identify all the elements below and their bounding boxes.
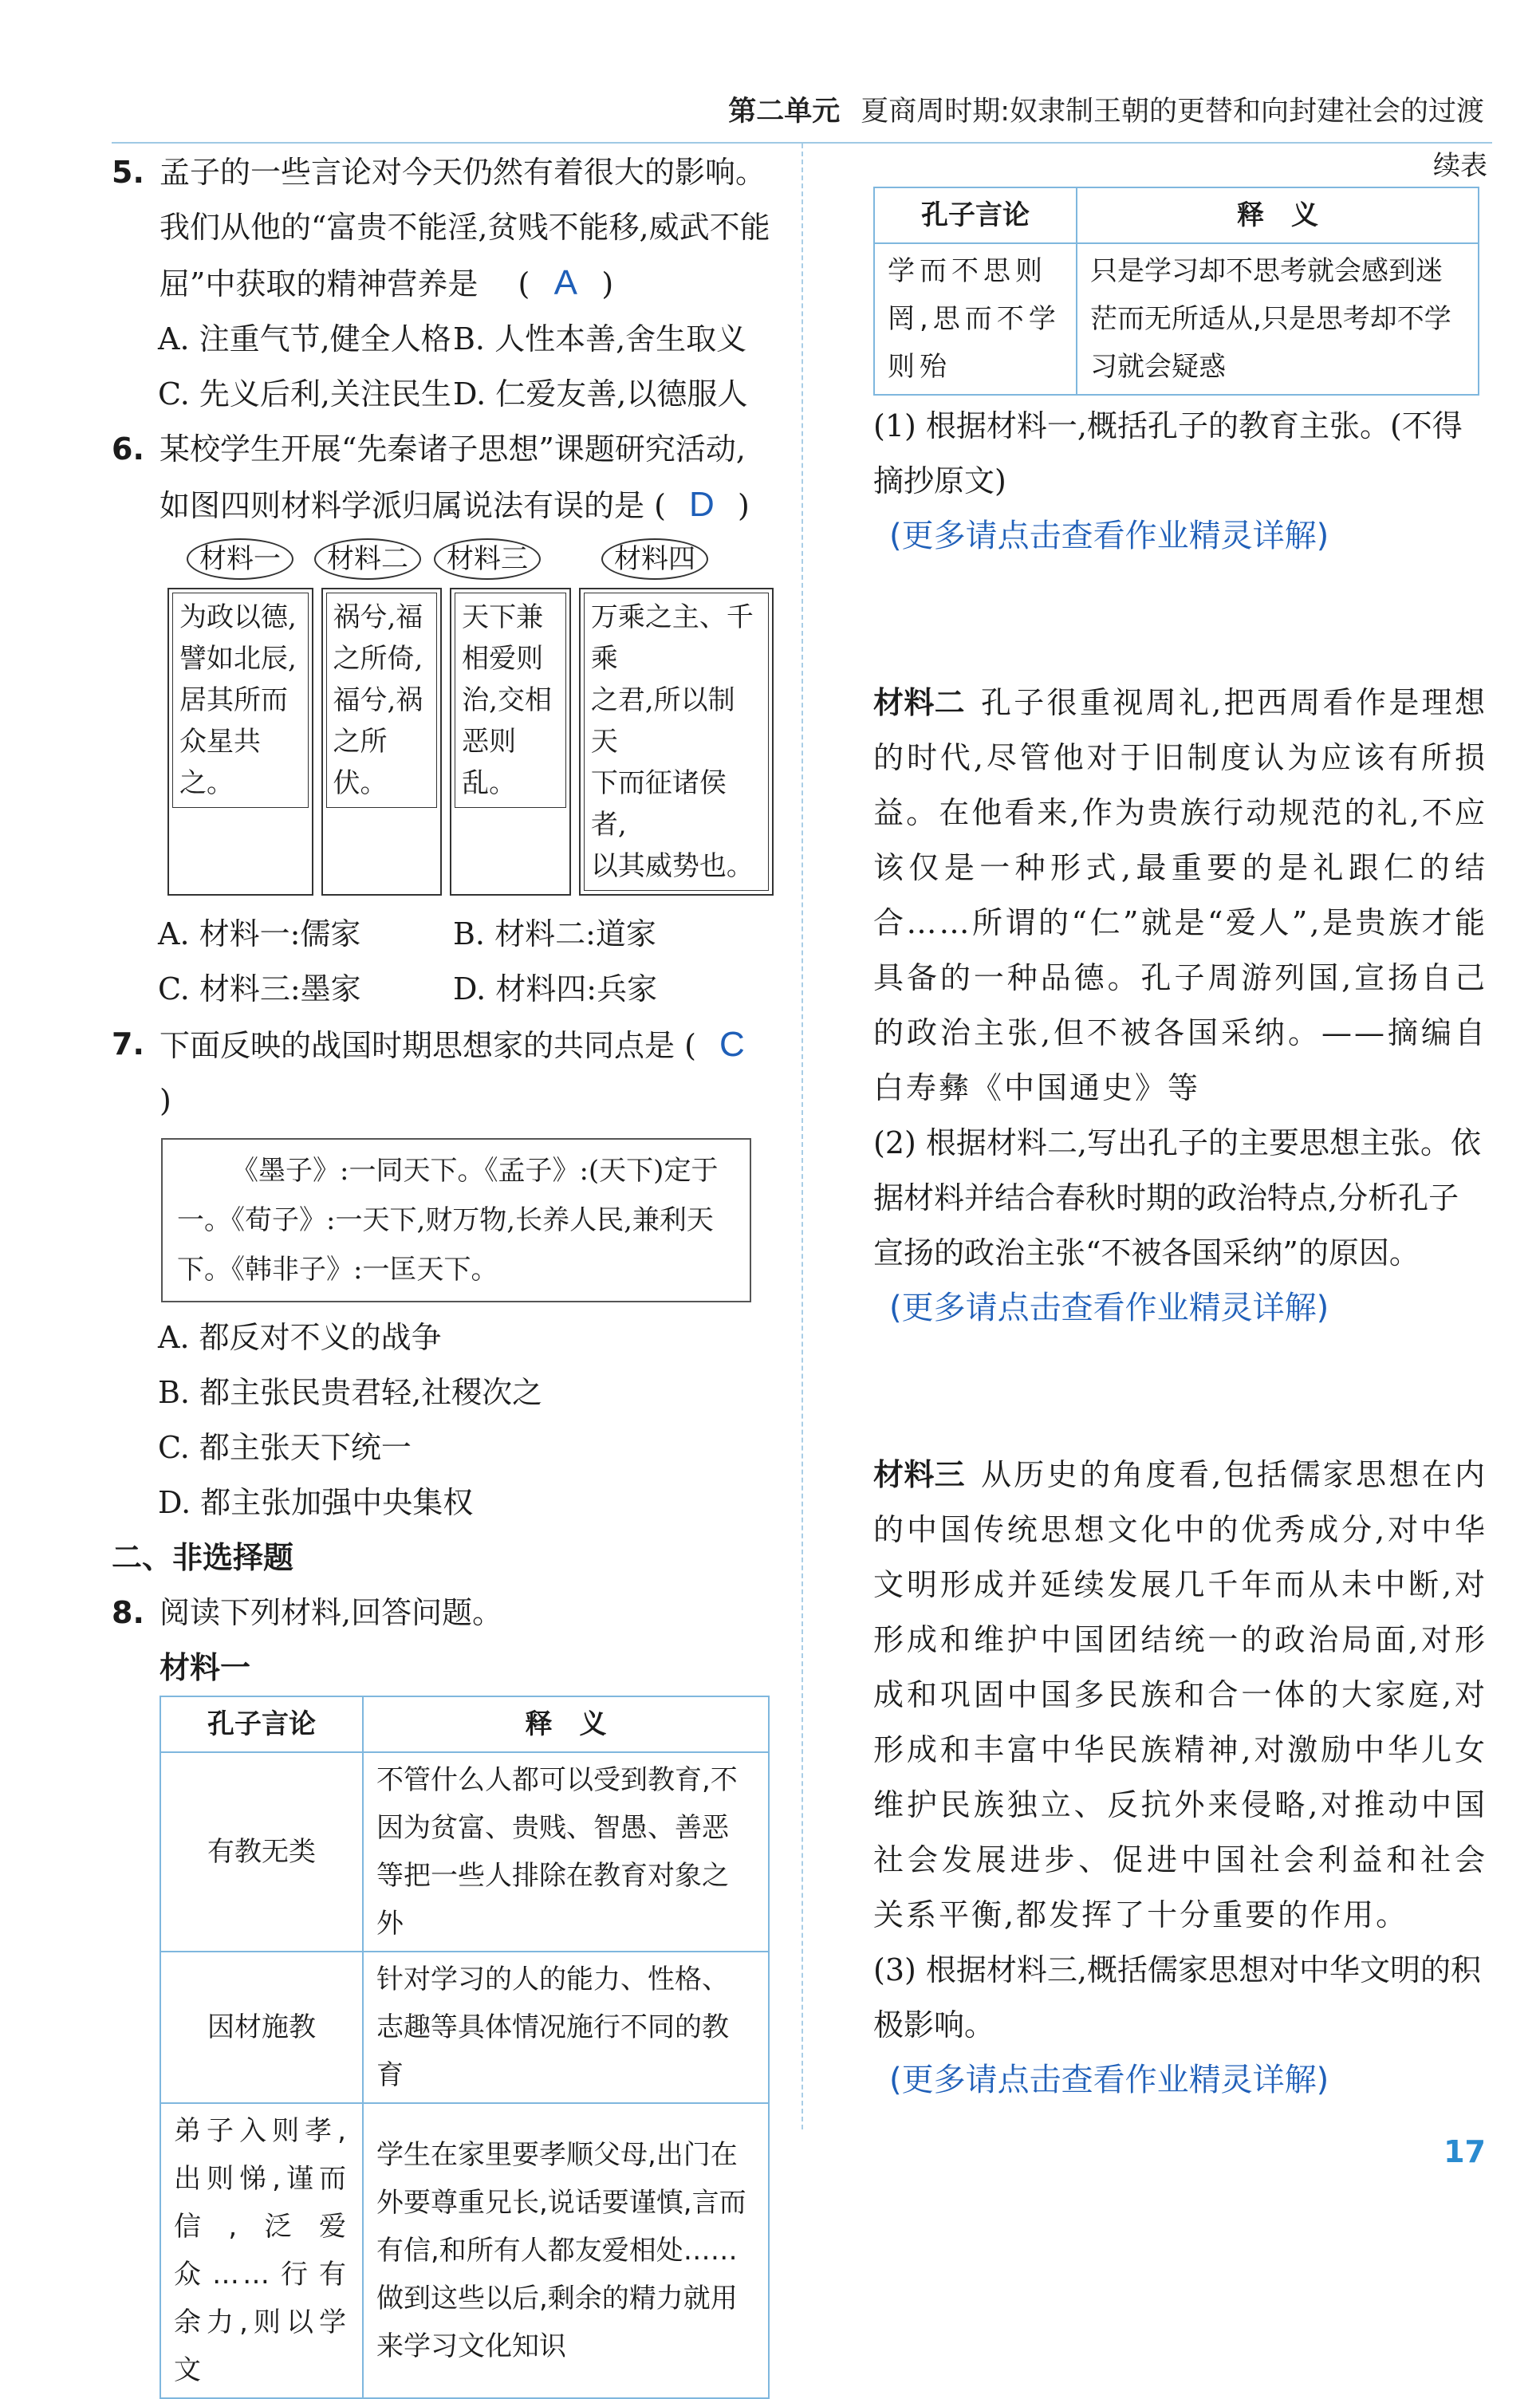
detail-link[interactable]: (更多请点击查看作业精灵详解) [889, 2062, 1329, 2098]
column-header: 释 义 [363, 1696, 769, 1752]
option-b: B. 人性本善,舍生取义 [453, 321, 747, 357]
option-a: A. 材料一:儒家 [158, 916, 361, 951]
section-heading: 二、非选择题 [112, 1540, 294, 1575]
table-row [874, 243, 1479, 395]
option-c: C. 材料三:墨家 [158, 971, 361, 1006]
table-cell: 有教无类 [160, 1752, 363, 1952]
column-header: 释 义 [1077, 187, 1479, 243]
continued-label: 续表 [1433, 150, 1487, 182]
option-c: C. 都主张天下统一 [158, 1430, 412, 1465]
question-stem: 下面反映的战国时期思想家的共同点是 [160, 1028, 675, 1063]
column-header: 孔子言论 [160, 1696, 363, 1752]
page-header [728, 89, 1484, 129]
material-text: 从历史的角度看,包括儒家思想在内的中国传统思想文化中的优秀成分,对中华文明形成并延续发展几千年而从未中断,对形成和维护中国团结统一的政治局面,对形成和巩固中国多民族和合一体的大家庭,对形成和丰富中华民族精神,对激励中华儿女维护民族独立、反抗外来侵略,对推动中国社会发展进步、促进中国社会利益和社会关系平衡,都发挥了十分重要的作用。 [873, 1457, 1487, 1932]
option-a: A. 都反对不义的战争 [158, 1320, 442, 1355]
table-row [160, 1952, 769, 2103]
unit-label: 第二单元 [728, 96, 841, 128]
table-row [160, 2103, 769, 2398]
answer-mark: A [553, 263, 578, 302]
question-7: 7. 下面反映的战国时期思想家的共同点是 ( C) [112, 1017, 774, 1129]
table-cell: 不管什么人都可以受到教育,不因为贫富、贵贱、智愚、善恶等把一些人排除在教育对象之外 [363, 1752, 769, 1952]
material-box: 祸兮,福 之所倚, 福兮,祸 之所伏。 [321, 588, 443, 896]
option-a: A. 注重气节,健全人格 [158, 321, 451, 357]
question-number: 6. [112, 431, 144, 467]
material-text: 孔子很重视周礼,把西周看作是理想的时代,尽管他对于旧制度认为应该有所损益。在他看来,作为贵族行动规范的礼,不应该仅是一种形式,最重要的是礼跟仁的结合……所谓的“仁”就是“爱人”,是贵族才能具备的一种品德。孔子周游列国,宣扬自己的政治主张,但不被各国采纳。——摘编自白寿彝《中国通史》等 [873, 685, 1487, 1105]
table-cell: 弟子入则孝,出则悌,谨而信,泛爱众……行有余力,则以学文 [160, 2103, 363, 2398]
answer-mark: C [719, 1025, 745, 1064]
material-label: 材料三 [434, 538, 541, 580]
column-header: 孔子言论 [874, 187, 1077, 243]
option-b: B. 都主张民贵君轻,社稷次之 [158, 1375, 543, 1410]
material-boxes [112, 588, 774, 896]
unit-title: 夏商周时期:奴隶制王朝的更替和向封建社会的过渡 [861, 96, 1484, 128]
continued-table [873, 187, 1479, 396]
option-c: C. 先义后利,关注民生 [158, 376, 451, 412]
material-labels [112, 538, 774, 580]
option-b: B. 材料二:道家 [453, 916, 656, 951]
material-label: 材料二 [873, 685, 965, 720]
option-d: D. 都主张加强中央集权 [158, 1485, 474, 1520]
material-3 [873, 1448, 1487, 1943]
question-8 [112, 1586, 774, 1641]
material-label: 材料一 [187, 538, 293, 580]
material-title: 材料一 [160, 1650, 251, 1685]
sub-question-2: (2) 根据材料二,写出孔子的主要思想主张。依据材料并结合春秋时期的政治特点,分析孔子宣扬的政治主张“不被各国采纳”的原因。 [873, 1125, 1481, 1270]
material-box: 万乘之主、千乘 之君,所以制天 下而征诸侯者, 以其威势也。 [579, 588, 774, 896]
column-divider [802, 144, 803, 2129]
material-box: 为政以德, 譬如北辰, 居其所而 众星共之。 [167, 588, 313, 896]
table-cell: 学生在家里要孝顺父母,出门在外要尊重兄长,说话要谨慎,言而有信,和所有人都友爱相处……做到这些以后,剩余的精力就用来学习文化知识 [363, 2103, 769, 2398]
answer-mark: D [689, 485, 715, 524]
table-header-row [160, 1696, 769, 1752]
left-column [112, 145, 774, 2399]
option-d: D. 仁爱友善,以德服人 [453, 376, 748, 412]
material-2 [873, 676, 1487, 1116]
material-label: 材料四 [601, 538, 708, 580]
table-cell: 只是学习却不思考就会感到迷茫而无所适从,只是思考却不学习就会疑惑 [1077, 243, 1479, 395]
right-column [873, 145, 1487, 2108]
option-d: D. 材料四:兵家 [453, 971, 658, 1006]
detail-link[interactable]: (更多请点击查看作业精灵详解) [889, 1290, 1329, 1326]
table-cell: 针对学习的人的能力、性格、志趣等具体情况施行不同的教育 [363, 1952, 769, 2103]
question-stem: 孟子的一些言论对今天仍然有着很大的影响。我们从他的“富贵不能淫,贫贱不能移,威武不能屈”中获取的精神营养是 [160, 155, 770, 301]
table-cell: 学而不思则罔,思而不学则殆 [874, 243, 1077, 395]
options [112, 1310, 774, 1530]
page-number: 17 [1444, 2134, 1486, 2169]
material-box: 天下兼 相爱则 治,交相 恶则乱。 [450, 588, 571, 896]
sub-question-3: (3) 根据材料三,概括儒家思想对中华文明的积极影响。 [873, 1952, 1481, 2042]
options [112, 312, 774, 422]
question-6: 6. 某校学生开展“先秦诸子思想”课题研究活动,如图四则材料学派归属说法有误的是 ( D ) [112, 422, 774, 534]
options [112, 907, 774, 1017]
sub-question-1: (1) 根据材料一,概括孔子的教育主张。(不得摘抄原文) [873, 408, 1463, 498]
question-5: 5. 孟子的一些言论对今天仍然有着很大的影响。我们从他的“富贵不能淫,贫贱不能移,威武不能屈”中获取的精神营养是 ( A ) [112, 145, 774, 312]
question-number: 8. [112, 1595, 144, 1630]
question-number: 7. [112, 1026, 144, 1062]
question-stem: 某校学生开展“先秦诸子思想”课题研究活动,如图四则材料学派归属说法有误的是 [160, 431, 746, 523]
table-row [160, 1752, 769, 1952]
material-label: 材料三 [873, 1457, 965, 1492]
table-cell: 因材施教 [160, 1952, 363, 2103]
question-number: 5. [112, 155, 144, 190]
confucius-table [160, 1696, 770, 2399]
question-stem: 阅读下列材料,回答问题。 [160, 1595, 503, 1630]
table-header-row [874, 187, 1479, 243]
quote-box: 《墨子》:一同天下。《孟子》:(天下)定于一。《荀子》:一天下,财万物,长养人民,兼利天下。《韩非子》:一匡天下。 [161, 1138, 751, 1302]
material-label: 材料二 [314, 538, 421, 580]
detail-link[interactable]: (更多请点击查看作业精灵详解) [889, 518, 1329, 554]
